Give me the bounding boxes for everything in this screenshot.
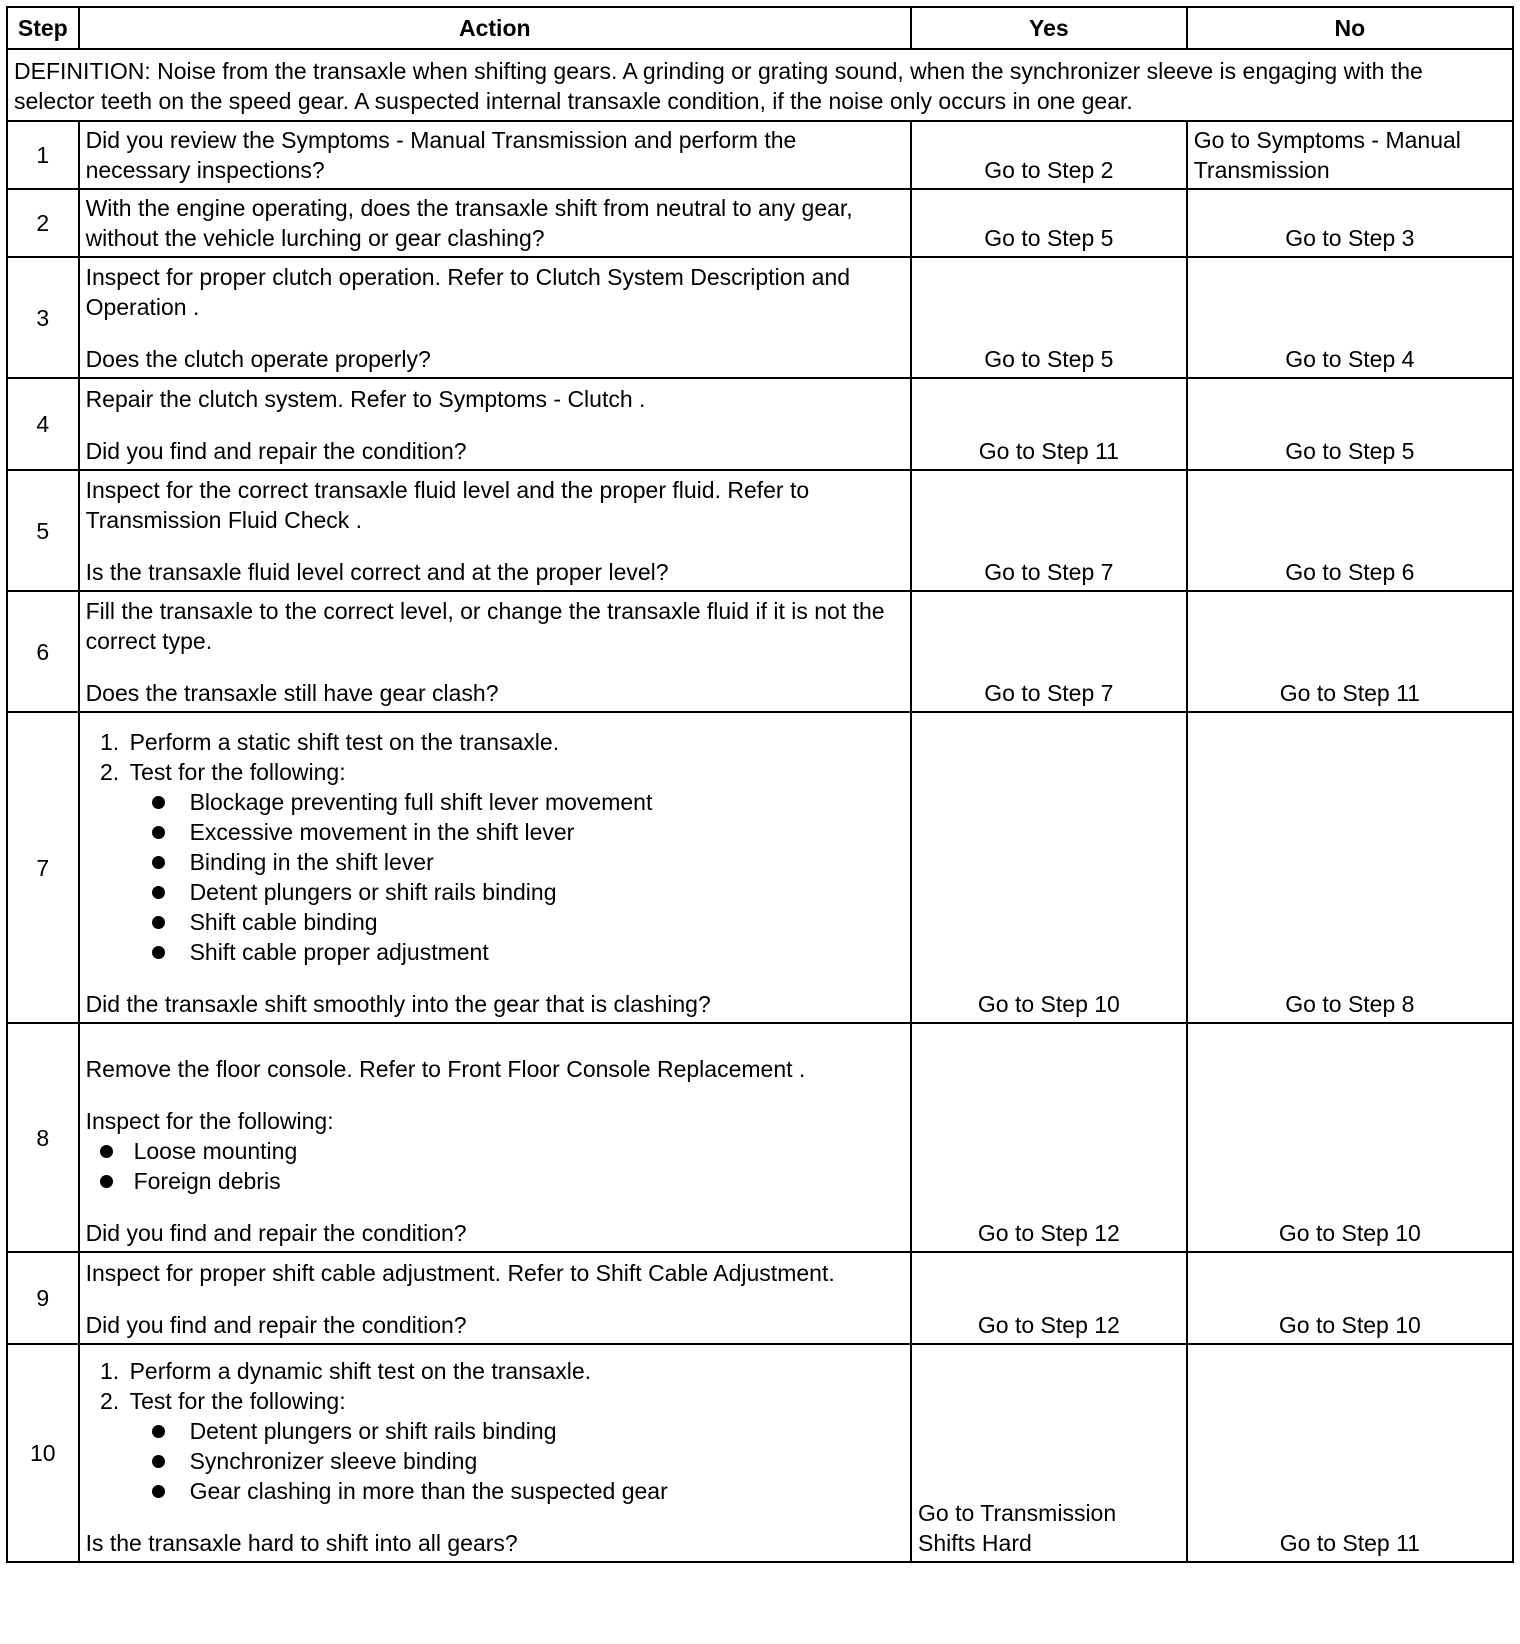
action-text: Inspect for the correct transaxle fluid level and the proper fluid. Refer to Transmission Fluid Check . [85, 477, 810, 533]
bullet-item: Detent plungers or shift rails binding [186, 1416, 904, 1446]
action-question: Did the transaxle shift smoothly into the gear that is clashing? [85, 991, 711, 1017]
bullet-item: Blockage preventing full shift lever movement [186, 787, 904, 817]
yes-cell: Go to Step 7 [911, 591, 1187, 712]
yes-cell: Go to Step 12 [911, 1023, 1187, 1252]
action-text: Inspect for proper clutch operation. Refer to Clutch System Description and Operation . [85, 264, 851, 320]
diagnostic-table [6, 6, 1514, 1563]
step-number: 1 [7, 121, 79, 189]
table-row [7, 1252, 1513, 1344]
yes-cell: Go to Step 12 [911, 1252, 1187, 1344]
action-question: Did you find and repair the condition? [85, 1220, 467, 1246]
table-row [7, 189, 1513, 257]
no-cell: Go to Step 4 [1187, 257, 1513, 378]
table-row [7, 378, 1513, 470]
table-row [7, 591, 1513, 712]
step-number: 2 [7, 189, 79, 257]
no-cell: Go to Step 11 [1187, 1344, 1513, 1562]
action-question: Did you find and repair the condition? [85, 1312, 467, 1338]
step-number: 6 [7, 591, 79, 712]
no-cell: Go to Step 3 [1187, 189, 1513, 257]
bullet-item: Shift cable proper adjustment [186, 937, 904, 967]
no-cell: Go to Step 10 [1187, 1023, 1513, 1252]
yes-cell: Go to Transmission Shifts Hard [911, 1344, 1187, 1562]
action-text: Inspect for proper shift cable adjustment. Refer to Shift Cable Adjustment. [85, 1260, 835, 1286]
step-action [79, 121, 911, 189]
definition-row [7, 49, 1513, 121]
numbered-list [86, 727, 904, 967]
table-row [7, 257, 1513, 378]
bullet-list [130, 787, 904, 967]
step-action [79, 378, 911, 470]
no-cell: Go to Step 8 [1187, 712, 1513, 1023]
step-action [79, 1252, 911, 1344]
bullet-list [130, 1416, 904, 1506]
step-action [79, 189, 911, 257]
action-text: Remove the floor console. Refer to Front Floor Console Replacement . [85, 1056, 806, 1082]
yes-cell: Go to Step 2 [911, 121, 1187, 189]
no-cell: Go to Step 6 [1187, 470, 1513, 591]
yes-cell: Go to Step 5 [911, 257, 1187, 378]
step-number: 3 [7, 257, 79, 378]
action-question: Is the transaxle fluid level correct and at the proper level? [85, 559, 669, 585]
list-item: 1. Perform a static shift test on the transaxle. [126, 727, 904, 757]
step-action [79, 1344, 911, 1562]
step-action [79, 591, 911, 712]
action-text: Did you review the Symptoms - Manual Transmission and perform the necessary inspections? [85, 127, 797, 183]
action-question: Does the transaxle still have gear clash? [85, 680, 499, 706]
list-item [126, 757, 904, 967]
action-text: Fill the transaxle to the correct level, or change the transaxle fluid if it is not the correct type. [85, 598, 885, 654]
list-item [126, 1386, 904, 1506]
bullet-item: Synchronizer sleeve binding [186, 1446, 904, 1476]
definition-text: DEFINITION: Noise from the transaxle when shifting gears. A grinding or grating sound, when the synchronizer sleeve is engaging with the selector teeth on the speed gear. A suspected internal transaxle condition, if the noise only occurs in one gear. [7, 49, 1513, 121]
bullet-item: Detent plungers or shift rails binding [186, 877, 904, 907]
bullet-item: Binding in the shift lever [186, 847, 904, 877]
table-row [7, 470, 1513, 591]
action-question: Does the clutch operate properly? [85, 346, 431, 372]
header-action: Action [79, 7, 911, 49]
action-subtext: Inspect for the following: [85, 1108, 334, 1134]
action-text: With the engine operating, does the transaxle shift from neutral to any gear, without the vehicle lurching or gear clashing? [85, 195, 853, 251]
step-number: 10 [7, 1344, 79, 1562]
yes-cell: Go to Step 5 [911, 189, 1187, 257]
bullet-item: Excessive movement in the shift lever [186, 817, 904, 847]
bullet-list [86, 1136, 904, 1196]
step-action [79, 712, 911, 1023]
step-action [79, 470, 911, 591]
header-yes: Yes [911, 7, 1187, 49]
step-action [79, 1023, 911, 1252]
action-text: Repair the clutch system. Refer to Symptoms - Clutch . [85, 386, 646, 412]
step-number: 7 [7, 712, 79, 1023]
yes-cell: Go to Step 11 [911, 378, 1187, 470]
list-item-text: Test for the following: [129, 759, 346, 785]
bullet-item: Foreign debris [134, 1166, 904, 1196]
numbered-list [86, 1356, 904, 1506]
list-item-text: Test for the following: [129, 1388, 346, 1414]
bullet-item: Shift cable binding [186, 907, 904, 937]
no-cell: Go to Step 5 [1187, 378, 1513, 470]
action-question: Did you find and repair the condition? [85, 438, 467, 464]
yes-cell: Go to Step 10 [911, 712, 1187, 1023]
no-cell: Go to Symptoms - Manual Transmission [1187, 121, 1513, 189]
bullet-item: Gear clashing in more than the suspected gear [186, 1476, 904, 1506]
table-row [7, 1023, 1513, 1252]
table-row [7, 121, 1513, 189]
step-number: 9 [7, 1252, 79, 1344]
list-item: 1. Perform a dynamic shift test on the transaxle. [126, 1356, 904, 1386]
step-number: 5 [7, 470, 79, 591]
step-number: 4 [7, 378, 79, 470]
table-row [7, 1344, 1513, 1562]
action-question: Is the transaxle hard to shift into all gears? [85, 1530, 518, 1556]
no-cell: Go to Step 10 [1187, 1252, 1513, 1344]
yes-cell: Go to Step 7 [911, 470, 1187, 591]
step-number: 8 [7, 1023, 79, 1252]
table-row [7, 712, 1513, 1023]
header-row [7, 7, 1513, 49]
no-cell: Go to Step 11 [1187, 591, 1513, 712]
bullet-item: Loose mounting [134, 1136, 904, 1166]
header-no: No [1187, 7, 1513, 49]
header-step: Step [7, 7, 79, 49]
step-action [79, 257, 911, 378]
